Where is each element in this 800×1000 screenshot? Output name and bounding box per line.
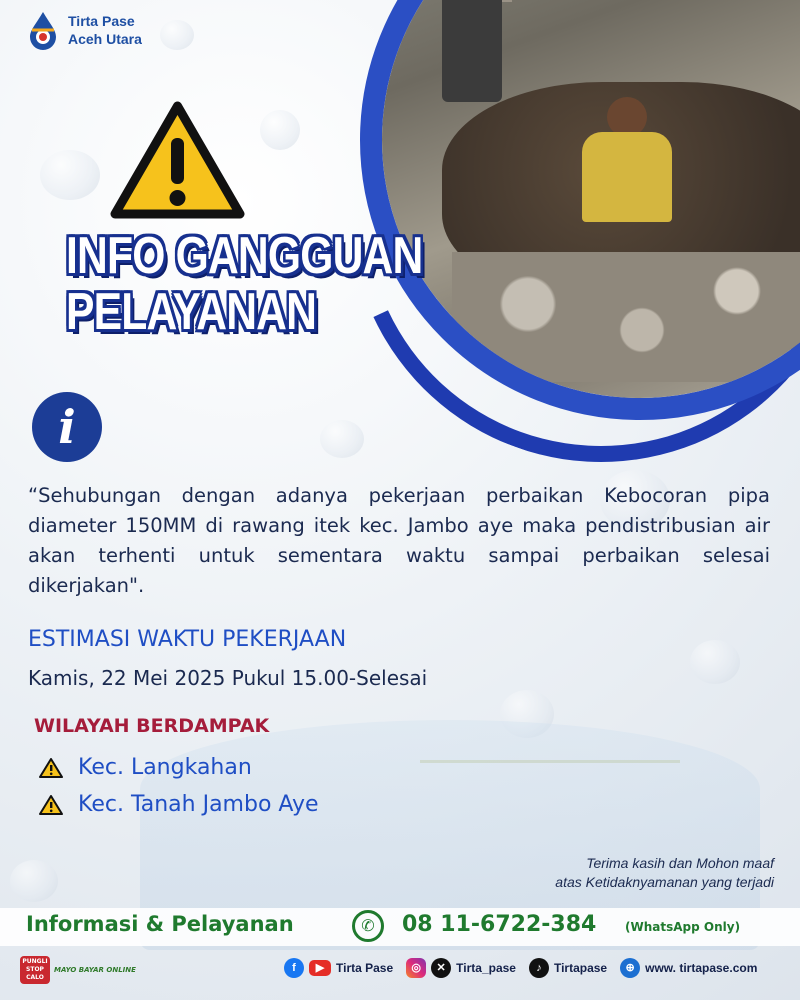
water-drop <box>320 420 364 458</box>
water-drop <box>160 20 194 50</box>
youtube-icon[interactable]: ▶ <box>309 960 331 976</box>
instagram-icon[interactable]: ◎ <box>406 958 426 978</box>
water-drop <box>10 860 58 902</box>
affected-area-item <box>38 755 252 780</box>
affected-area-item <box>38 792 319 817</box>
page-title <box>66 228 501 340</box>
warning-small-icon <box>38 794 64 816</box>
tiktok-icon[interactable]: ♪ <box>529 958 549 978</box>
pay-online-text: MAYO BAYAR ONLINE <box>54 966 136 974</box>
whatsapp-only-note: (WhatsApp Only) <box>625 920 741 934</box>
contact-bar <box>0 908 800 946</box>
facebook-icon[interactable]: f <box>284 958 304 978</box>
social-label-facebook-youtube[interactable]: Tirta Pase <box>336 961 394 975</box>
website-link[interactable]: www. tirtapase.com <box>645 961 758 975</box>
social-links <box>284 958 765 978</box>
water-drop <box>260 110 300 150</box>
phone-number[interactable]: 08 11-6722-384 <box>402 912 597 937</box>
contact-label: Informasi & Pelayanan <box>26 912 294 936</box>
warning-small-icon <box>38 757 64 779</box>
title-line-2: PELAYANAN <box>66 283 317 341</box>
footer <box>0 952 800 992</box>
water-drop <box>40 150 100 200</box>
affected-title: WILAYAH BERDAMPAK <box>34 715 270 737</box>
brand-region: Aceh Utara <box>68 31 142 47</box>
thank-you-note <box>555 854 774 892</box>
brand-name: Tirta Pase <box>68 13 135 29</box>
warning-icon <box>110 100 245 220</box>
social-label-instagram-x[interactable]: Tirta_pase <box>456 961 516 975</box>
estimate-title: ESTIMASI WAKTU PEKERJAAN <box>28 627 347 652</box>
globe-icon[interactable]: ⊕ <box>620 958 640 978</box>
affected-area-label: Kec. Tanah Jambo Aye <box>78 792 319 817</box>
brand-logo <box>26 10 142 50</box>
stop-pungli-icon: PUNGLI STOP CALO <box>20 956 50 984</box>
tank-railing-background <box>420 760 680 823</box>
whatsapp-icon[interactable]: ✆ <box>352 910 384 942</box>
water-drop <box>690 640 740 684</box>
announcement-text: “Sehubungan dengan adanya pekerjaan perbaikan Kebocoran pipa diameter 150MM di rawang itek kec. Jambo aye maka pendistribusian air akan terhenti untuk sementara waktu sampai perbaikan selesai dikerjakan". <box>28 484 770 597</box>
title-line-1: INFO GANGGUAN <box>66 227 423 285</box>
thanks-line-2: atas Ketidaknyamanan yang terjadi <box>555 874 774 890</box>
water-drop-logo-icon <box>26 10 60 50</box>
social-label-tiktok[interactable]: Tirtapase <box>553 961 608 975</box>
x-icon[interactable]: ✕ <box>431 958 451 978</box>
thanks-line-1: Terima kasih dan Mohon maaf <box>586 855 774 871</box>
estimate-value: Kamis, 22 Mei 2025 Pukul 15.00-Selesai <box>28 666 428 690</box>
info-icon: i <box>32 392 102 462</box>
affected-area-label: Kec. Langkahan <box>78 755 252 780</box>
anti-pungli-badge <box>20 956 136 984</box>
